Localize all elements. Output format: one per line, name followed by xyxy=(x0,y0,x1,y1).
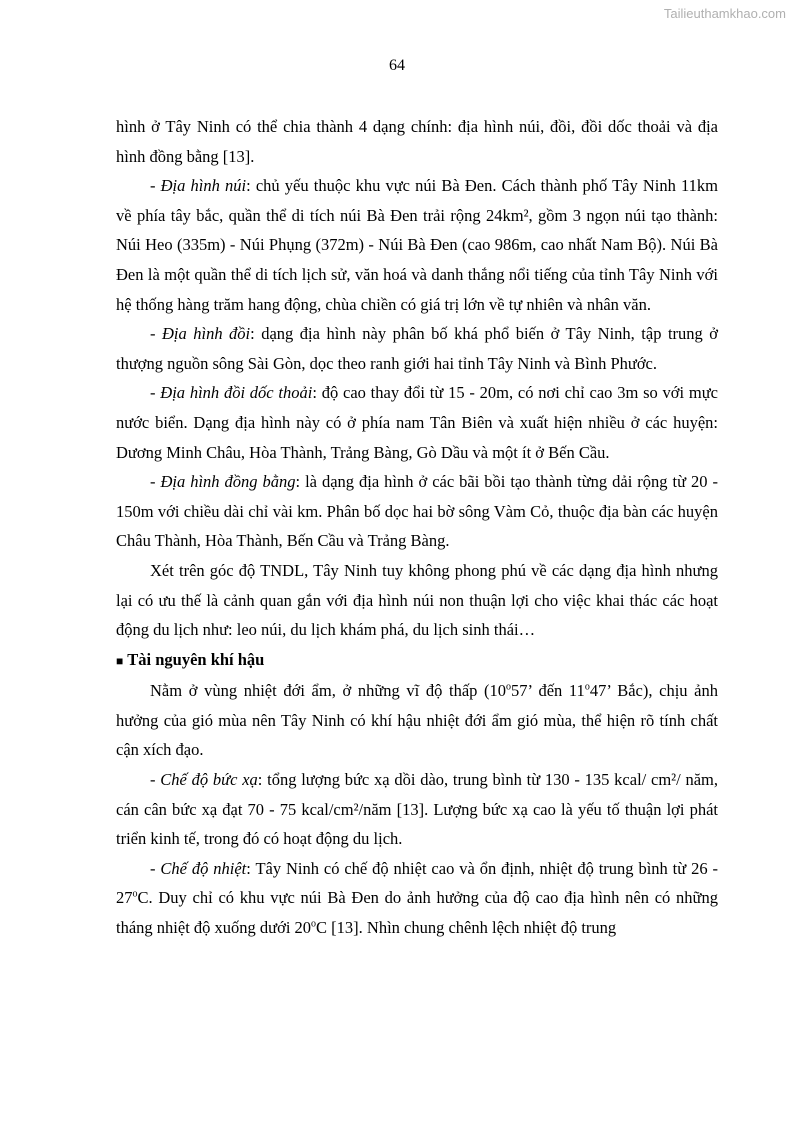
text-mountain: : chủ yếu thuộc khu vực núi Bà Đen. Cách thành phố Tây Ninh 11km về phía tây bắc, quần thể di tích núi Bà Đen trải rộng 24km², gồm 3 ngọn núi tạo thành: Núi Heo (335m) - Núi Phụng (372m) - Núi Bà Đen (cao 986m, cao nhất Nam Bộ). Núi Bà Đen là một quần thể di tích lịch sử, văn hoá và danh thắng nổi tiếng của tỉnh Tây Ninh với hệ thống hàng trăm hang động, chùa chiền có giá trị lớn về tự nhiên và nhân văn. xyxy=(116,176,718,314)
paragraph-terrain-summary: Xét trên góc độ TNDL, Tây Ninh tuy không phong phú về các dạng địa hình nhưng lại có ưu thế là cảnh quan gắn với địa hình núi non thuận lợi cho việc khai thác các hoạt động du lịch như: leo núi, du lịch khám phá, du lịch sinh thái… xyxy=(116,560,718,640)
paragraph-plain-terrain xyxy=(116,467,718,556)
paragraph-gentle-slope-terrain xyxy=(116,378,718,467)
paragraph-temperature-regime xyxy=(116,854,718,943)
page-body xyxy=(116,112,718,943)
term-plain: - Địa hình đồng bằng xyxy=(150,472,296,492)
term-temperature: - Chế độ nhiệt xyxy=(150,858,247,878)
heading-text: Tài nguyên khí hậu xyxy=(127,649,265,669)
paragraph-climate-intro xyxy=(116,676,718,765)
degree-superscript: o xyxy=(132,888,138,900)
term-mountain: - Địa hình núi xyxy=(150,176,247,196)
section-heading-climate xyxy=(116,645,718,677)
term-gentle-slope: - Địa hình đồi dốc thoải xyxy=(150,383,313,403)
watermark: Tailieuthamkhao.com xyxy=(663,6,786,21)
term-hill: - Địa hình đồi xyxy=(150,324,251,344)
text-hill: : dạng địa hình này phân bố khá phổ biến ở Tây Ninh, tập trung ở thượng nguồn sông Sài Gòn, dọc theo ranh giới hai tỉnh Tây Ninh và Bình Phước. xyxy=(116,324,718,373)
text-gentle-slope: : độ cao thay đổi từ 15 - 20m, có nơi chỉ cao 3m so với mực nước biển. Dạng địa hình này có ở phía nam Tân Biên và xuất hiện nhiều ở các huyện: Dương Minh Châu, Hòa Thành, Trảng Bàng, Gò Dầu và một ít ở Bến Cầu. xyxy=(116,383,718,462)
text-segment: Nằm ở vùng nhiệt đới ẩm, ở những vĩ độ thấp (10 xyxy=(150,681,507,701)
text-segment: 57’ đến 11 xyxy=(511,681,585,701)
paragraph-mountain-terrain xyxy=(116,171,718,319)
degree-superscript: o xyxy=(506,681,512,693)
page-number: 64 xyxy=(389,57,405,74)
paragraph-hill-terrain xyxy=(116,319,718,378)
text-radiation: : tổng lượng bức xạ dồi dào, trung bình từ 130 - 135 kcal/ cm²/ năm, cán cân bức xạ đạt 70 - 75 kcal/cm²/năm [13]. Lượng bức xạ cao là yếu tố thuận lợi phát triển kinh tế, trong đó có hoạt động du lịch. xyxy=(116,770,718,849)
text-plain: : là dạng địa hình ở các bãi bồi tạo thành từng dải rộng từ 20 - 150m với chiều dài chỉ vài km. Phân bố dọc hai bờ sông Vàm Cỏ, thuộc địa bàn các huyện Châu Thành, Hòa Thành, Bến Cầu và Trảng Bàng. xyxy=(116,472,718,551)
text-segment: C. Duy chỉ có khu vực núi Bà Đen do ảnh hưởng của độ cao địa hình nên có những tháng nhiệt độ xuống dưới 20 xyxy=(116,888,718,938)
paragraph-terrain-intro: hình ở Tây Ninh có thể chia thành 4 dạng chính: địa hình núi, đồi, đồi dốc thoải và địa hình đồng bằng [13]. xyxy=(116,117,718,166)
degree-superscript: o xyxy=(311,918,317,930)
square-bullet-icon: ■ xyxy=(116,653,124,668)
text-segment: : Tây Ninh có chế độ nhiệt cao và ổn định, nhiệt độ trung bình từ 26 - 27 xyxy=(116,858,718,908)
term-radiation: - Chế độ bức xạ xyxy=(150,770,258,790)
text-segment: C [13]. Nhìn chung chênh lệch nhiệt độ trung xyxy=(316,918,617,938)
degree-superscript: o xyxy=(584,681,590,693)
text-segment: 47’ Bắc), chịu ảnh hưởng của gió mùa nên Tây Ninh có khí hậu nhiệt đới ẩm gió mùa, thể hiện rõ tính chất cận xích đạo. xyxy=(116,681,718,760)
paragraph-radiation-regime xyxy=(116,765,718,854)
